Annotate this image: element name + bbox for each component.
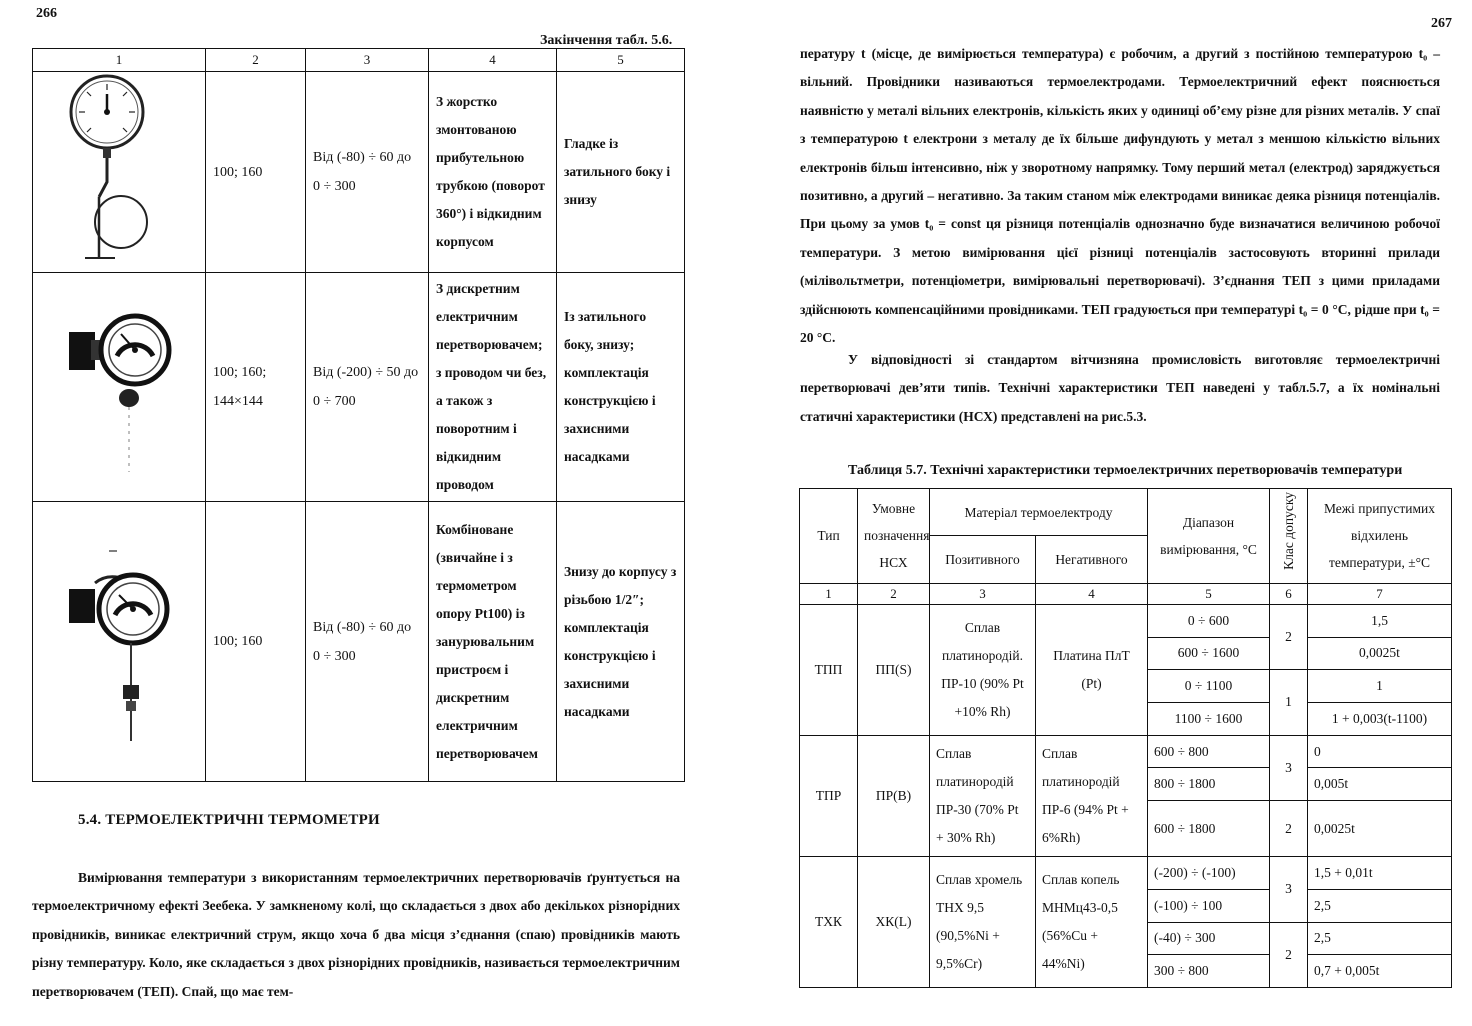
thermometer-table xyxy=(32,48,685,782)
limit-cell: 2,5 xyxy=(1308,922,1452,955)
positive-cell: Сплав платинородій ПР-30 (70% Pt + 30% Rh) xyxy=(930,735,1036,856)
section-title: 5.4. ТЕРМОЕЛЕКТРИЧНІ ТЕРМОМЕТРИ xyxy=(78,812,380,828)
body-paragraph: пературу t (місце, де вимірюється температура) є робочим, а другий з постійною температурою t₀ – вільний. Провідники називаються термоелектродами. Термоелектричний ефект пояснюється наявністю у металі вільних електронів, кількість яких у одиниці об’єму різне для різних металів. У спаї з температурою t електрони з металу де їх більше дифундують у метал з меншою кількістю вільних електронів більш інтенсивно, ніж у зворотному напрямку. Тому перший метал (електрод) заряджується позитивно, а другий – негативно. За таким станом між електродами виникає деяка різниця потенціалів. При цьому за умов t₀ = const ця різниця потенціалів однозначно буде визначатися величиною робочої температури. З метою вимірювання цієї різниці потенціалів застосовують вторинні прилади (мілівольтметри, потенціометри, вимірювальні перетворювачі). З’єднання ТЕП з цими приладами здійснюють компенсаційними провідниками. ТЕП градуюється при температурі t₀ = 0 °C, рідше при t₀ = 20 °C. xyxy=(800,46,1440,346)
range-cell: 600 ÷ 1800 xyxy=(1148,801,1270,857)
negative-cell: Платина ПлТ (Pt) xyxy=(1036,604,1148,735)
range-cell: (-40) ÷ 300 xyxy=(1148,922,1270,955)
dial-thermometer-combined-image xyxy=(59,517,179,757)
class-cell: 2 xyxy=(1270,922,1308,987)
limit-cell: 0,0025t xyxy=(1308,801,1452,857)
designation-cell: ПП(S) xyxy=(858,604,930,735)
header-designation: Умовне позначення НСХ xyxy=(858,489,930,584)
mounting-cell: Знизу до корпусу з різьбою 1/2″; комплектація конструкцією і захисними насадками xyxy=(557,502,685,782)
design-cell: З жорстко змонтованою прибутельною трубкою (поворот 360°) і відкидним корпусом xyxy=(429,72,557,273)
header-positive: Позитивного xyxy=(930,536,1036,583)
positive-cell: Сплав платинородій. ПР-10 (90% Pt +10% Rh) xyxy=(930,604,1036,735)
thermocouple-table xyxy=(799,488,1452,988)
body-paragraph: Вимірювання температури з використанням термоелектричних перетворювачів ґрунтується на термоелектричному ефекті Зеебека. У замкненому колі, що складається з двох або декількох різнорідних провідників, виникає електричний струм, якщо хоча б два місця з’єднання (спаю) провідників мають різну температуру. Коло, яке складається з двох різнорідних провідників, називається термоелектричним перетворювачем (ТЕП). Спай, що має тем- xyxy=(32,870,680,999)
limit-cell: 1,5 + 0,01t xyxy=(1308,857,1452,890)
table-header-row xyxy=(800,489,1452,536)
col-number: 4 xyxy=(1036,583,1148,604)
class-cell: 3 xyxy=(1270,735,1308,800)
limit-cell: 0,7 + 0,005t xyxy=(1308,955,1452,988)
limit-cell: 0 xyxy=(1308,735,1452,768)
table-caption: Таблиця 5.7. Технічні характеристики термоелектричних перетворювачів температури xyxy=(848,463,1403,478)
column-number-row xyxy=(800,583,1452,604)
type-cell: ТХК xyxy=(800,857,858,988)
limit-cell: 0,005t xyxy=(1308,768,1452,801)
class-cell: 3 xyxy=(1270,857,1308,922)
col-number: 6 xyxy=(1270,583,1308,604)
header-limits: Межі припустимих відхилень температури, ±°С xyxy=(1308,489,1452,584)
header-material: Матеріал термоелектроду xyxy=(930,489,1148,536)
col-header: 4 xyxy=(429,49,557,72)
range-cell: 0 ÷ 600 xyxy=(1148,604,1270,637)
limit-cell: 1 xyxy=(1308,670,1452,703)
negative-cell: Сплав платинородій ПР-6 (94% Pt + 6%Rh) xyxy=(1036,735,1148,856)
limit-cell: 1 + 0,003(t-1100) xyxy=(1308,702,1452,735)
range-cell: 600 ÷ 1600 xyxy=(1148,637,1270,670)
table-row xyxy=(33,72,685,273)
header-type: Тип xyxy=(800,489,858,584)
header-class xyxy=(1270,489,1308,584)
table-header-row xyxy=(33,49,685,72)
size-cell: 100; 160; 144×144 xyxy=(206,273,306,502)
thermometer-image-cell xyxy=(33,502,206,782)
table-continuation-label: Закінчення табл. 5.6. xyxy=(540,33,673,48)
range-cell: 1100 ÷ 1600 xyxy=(1148,702,1270,735)
table-row xyxy=(800,857,1452,890)
page-number-left: 266 xyxy=(36,6,57,21)
range-cell: 0 ÷ 1100 xyxy=(1148,670,1270,703)
range-cell: (-100) ÷ 100 xyxy=(1148,889,1270,922)
mounting-cell: Із затильного боку, знизу; комплектація конструкцією і захисними насадками xyxy=(557,273,685,502)
range-cell: 600 ÷ 800 xyxy=(1148,735,1270,768)
range-cell: Від (-200) ÷ 50 до 0 ÷ 700 xyxy=(306,273,429,502)
col-number: 7 xyxy=(1308,583,1452,604)
type-cell: ТПР xyxy=(800,735,858,856)
designation-cell: ПР(В) xyxy=(858,735,930,856)
header-negative: Негативного xyxy=(1036,536,1148,583)
body-paragraph: У відповідності зі стандартом вітчизняна промисловість виготовляє термоелектричні перетворювачі дев’яти типів. Технічні характеристики ТЕП наведені у табл.5.7, а їх номінальні статичні характеристики (НСХ) представлені на рис.5.3. xyxy=(800,352,1440,424)
size-cell: 100; 160 xyxy=(206,72,306,273)
mounting-cell: Гладке із затильного боку і знизу xyxy=(557,72,685,273)
design-cell: Комбіноване (звичайне і з термометром опору Pt100) із занурювальним пристроєм і дискретним електричним перетворювачем xyxy=(429,502,557,782)
col-header: 5 xyxy=(557,49,685,72)
range-cell: 800 ÷ 1800 xyxy=(1148,768,1270,801)
limit-cell: 2,5 xyxy=(1308,889,1452,922)
left-page xyxy=(0,0,720,1026)
limit-cell: 0,0025t xyxy=(1308,637,1452,670)
range-cell: Від (-80) ÷ 60 до 0 ÷ 300 xyxy=(306,502,429,782)
design-cell: З дискретним електричним перетворювачем; з проводом чи без, а також з поворотним і відкидним проводом xyxy=(429,273,557,502)
table-row xyxy=(800,604,1452,637)
class-cell: 1 xyxy=(1270,670,1308,735)
table-row xyxy=(33,273,685,502)
designation-cell: ХК(L) xyxy=(858,857,930,988)
range-cell: Від (-80) ÷ 60 до 0 ÷ 300 xyxy=(306,72,429,273)
col-header: 3 xyxy=(306,49,429,72)
page-number-right: 267 xyxy=(1431,16,1452,31)
range-cell: (-200) ÷ (-100) xyxy=(1148,857,1270,890)
class-cell: 2 xyxy=(1270,801,1308,857)
positive-cell: Сплав хромель ТНХ 9,5 (90,5%Ni + 9,5%Cr) xyxy=(930,857,1036,988)
col-number: 5 xyxy=(1148,583,1270,604)
table-row xyxy=(800,735,1452,768)
col-header: 1 xyxy=(33,49,206,72)
class-cell: 2 xyxy=(1270,604,1308,669)
range-cell: 300 ÷ 800 xyxy=(1148,955,1270,988)
col-header: 2 xyxy=(206,49,306,72)
dial-thermometer-electric-image xyxy=(59,282,179,482)
thermometer-image-cell xyxy=(33,72,206,273)
thermometer-image-cell xyxy=(33,273,206,502)
col-number: 3 xyxy=(930,583,1036,604)
header-class-label: Клас допуску xyxy=(1280,492,1296,571)
type-cell: ТПП xyxy=(800,604,858,735)
col-number: 2 xyxy=(858,583,930,604)
col-number: 1 xyxy=(800,583,858,604)
table-row xyxy=(33,502,685,782)
limit-cell: 1,5 xyxy=(1308,604,1452,637)
negative-cell: Сплав копель МНМц43-0,5 (56%Cu + 44%Ni) xyxy=(1036,857,1148,988)
header-range: Діапазон вимірювання, °С xyxy=(1148,489,1270,584)
size-cell: 100; 160 xyxy=(206,502,306,782)
dial-thermometer-probe-image xyxy=(59,72,179,262)
